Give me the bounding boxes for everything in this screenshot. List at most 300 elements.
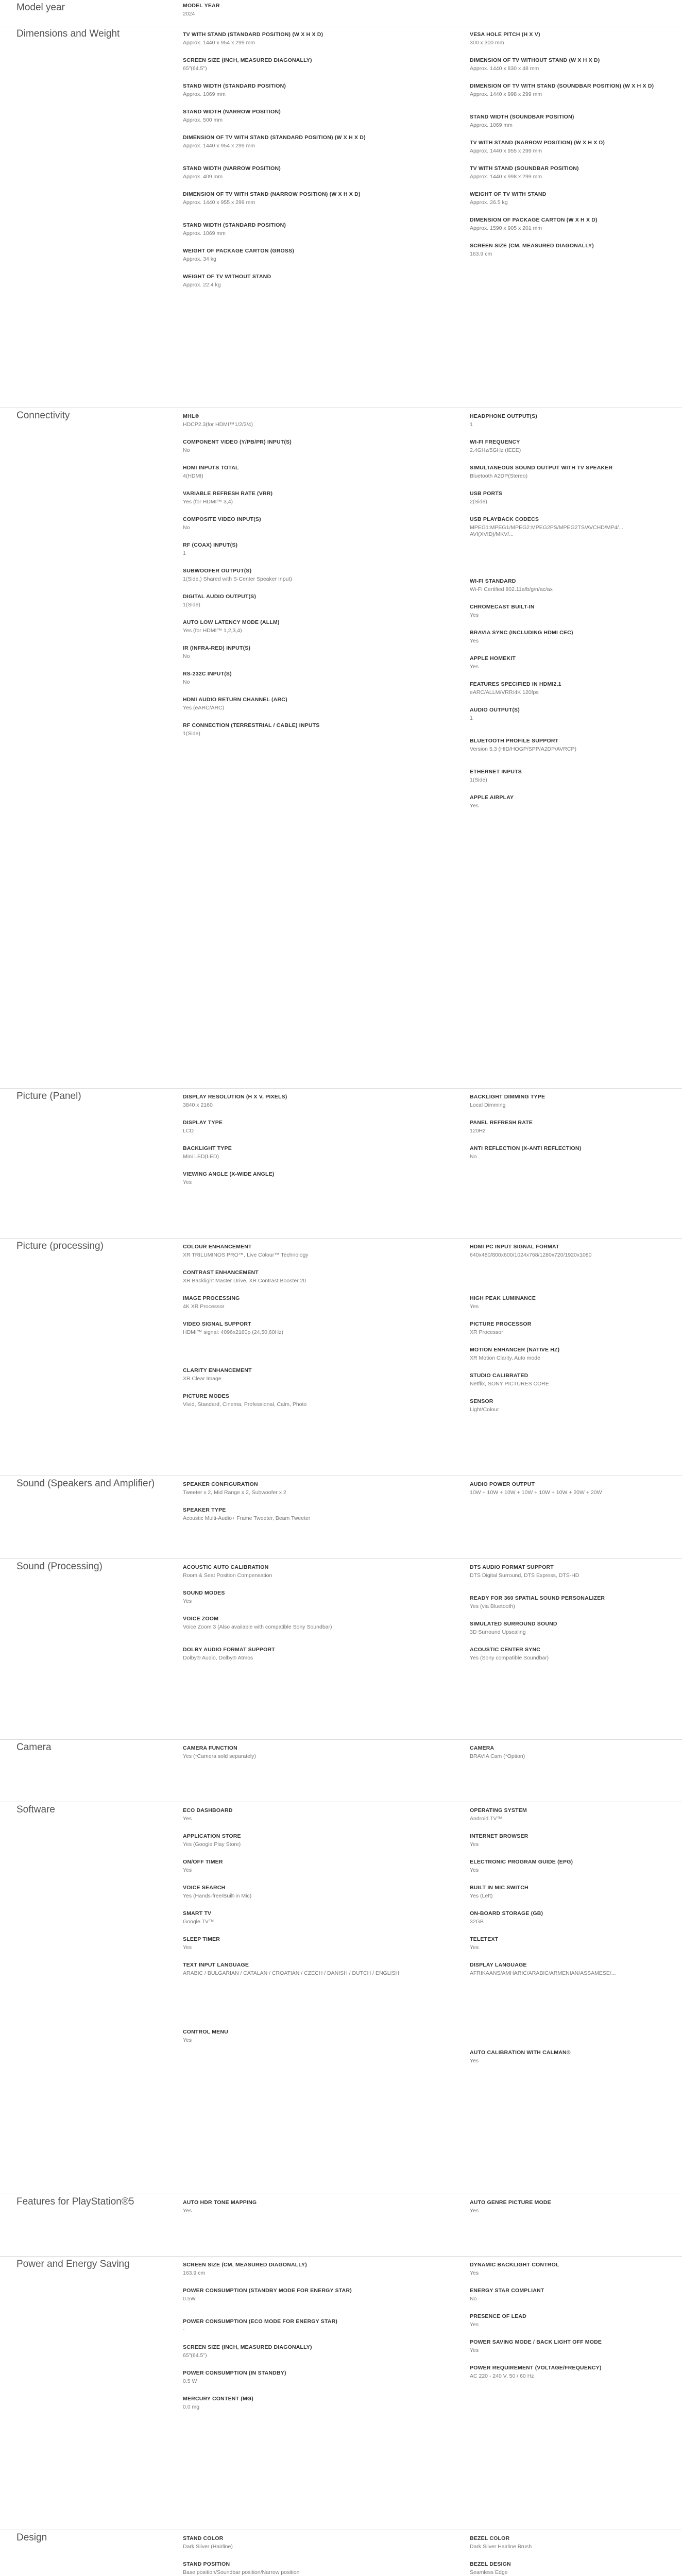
- spec-value: Yes (Google Play Store): [183, 1841, 241, 1848]
- spec-value: XR Backlight Master Drive, XR Contrast Booster 20: [183, 1278, 306, 1284]
- spec-label: WEIGHT OF TV WITHOUT STAND: [183, 274, 271, 280]
- spec-label: AUDIO OUTPUT(S): [470, 707, 520, 713]
- section-design: [0, 2530, 682, 2576]
- spec-item: [470, 1745, 666, 1760]
- spec-value: 3840 x 2160: [183, 1102, 213, 1108]
- spec-value: 0.5 W: [183, 2378, 197, 2384]
- spec-item: [470, 1145, 666, 1160]
- spec-value: 65"(64.5"): [183, 65, 207, 72]
- spec-label: VARIABLE REFRESH RATE (VRR): [183, 490, 273, 497]
- spec-value: Approx. 1440 x 955 x 299 mm: [183, 199, 255, 206]
- spec-item: [183, 1859, 430, 1874]
- spec-item: [470, 516, 666, 538]
- spec-item: [470, 1295, 666, 1310]
- spec-item: [470, 707, 666, 722]
- spec-item: [470, 465, 666, 480]
- spec-value: Approx. 1440 x 998 x 299 mm: [470, 91, 542, 97]
- spec-value: Yes: [183, 2208, 192, 2214]
- spec-label: STAND WIDTH (STANDARD POSITION): [183, 83, 286, 89]
- spec-value: 32GB: [470, 1919, 484, 1925]
- spec-value: XR TRILUMINOS PRO™, Live Colour™ Technology: [183, 1252, 309, 1258]
- spec-label: STAND WIDTH (NARROW POSITION): [183, 109, 281, 115]
- spec-value: Wi-Fi Certified 802.11a/b/g/n/ac/ax: [470, 586, 553, 592]
- spec-value: HDCP2.3(for HDMI™1/2/3/4): [183, 421, 253, 428]
- spec-item: [183, 697, 430, 711]
- spec-item: [183, 490, 430, 505]
- spec-label: BEZEL DESIGN: [470, 2561, 511, 2567]
- spec-label: VOICE ZOOM: [183, 1616, 219, 1622]
- spec-item: [183, 2287, 430, 2302]
- spec-value: Approx. 1440 x 954 x 299 mm: [183, 143, 255, 149]
- spec-label: COMPOSITE VIDEO INPUT(S): [183, 516, 261, 522]
- spec-label: DIMENSION OF TV WITH STAND (STANDARD POSITION) (W X H X D): [183, 134, 366, 141]
- spec-label: HDMI AUDIO RETURN CHANNEL (ARC): [183, 697, 287, 703]
- spec-item: [470, 1398, 666, 1413]
- spec-item: [183, 1507, 430, 1522]
- spec-item: [183, 1590, 430, 1605]
- spec-item: [183, 1295, 430, 1310]
- spec-label: DISPLAY LANGUAGE: [470, 1962, 527, 1968]
- spec-value: BRAVIA Cam (*Option): [470, 1753, 525, 1759]
- spec-item: [470, 2365, 666, 2380]
- spec-item: [183, 542, 430, 557]
- spec-label: BUILT IN MIC SWITCH: [470, 1885, 528, 1891]
- spec-label: CAMERA FUNCTION: [183, 1745, 237, 1751]
- spec-label: BACKLIGHT TYPE: [183, 1145, 232, 1151]
- spec-item: [183, 1367, 430, 1382]
- spec-label: BACKLIGHT DIMMING TYPE: [470, 1094, 545, 1100]
- spec-value: No: [183, 679, 190, 685]
- spec-label: ON-BOARD STORAGE (GB): [470, 1910, 543, 1917]
- spec-item: [183, 134, 430, 149]
- spec-label: AUTO LOW LATENCY MODE (ALLM): [183, 619, 280, 625]
- spec-value: 4(HDMI): [183, 473, 203, 479]
- spec-label: CONTROL MENU: [183, 2029, 228, 2035]
- spec-item: [183, 2344, 430, 2359]
- spec-label: MHL®: [183, 413, 199, 419]
- spec-label: DIMENSION OF PACKAGE CARTON (W X H X D): [470, 217, 598, 223]
- spec-label: HEADPHONE OUTPUT(S): [470, 413, 537, 419]
- spec-item: [470, 191, 666, 206]
- spec-item: [183, 1321, 430, 1336]
- spec-label: RF CONNECTION (TERRESTRIAL / CABLE) INPUTS: [183, 722, 320, 728]
- spec-item: [470, 1833, 666, 1848]
- section-title: Picture (processing): [16, 1241, 104, 1251]
- spec-item: [183, 2535, 430, 2550]
- spec-value: Netflix, SONY PICTURES CORE: [470, 1381, 549, 1387]
- spec-item: [183, 2029, 430, 2044]
- spec-label: ACOUSTIC CENTER SYNC: [470, 1647, 541, 1653]
- section-picture-panel: [0, 1088, 682, 1238]
- spec-label: POWER CONSUMPTION (IN STANDBY): [183, 2370, 286, 2376]
- spec-item: [183, 109, 430, 124]
- spec-item: [183, 1120, 430, 1134]
- spec-item: [470, 243, 666, 258]
- spec-item: [470, 165, 666, 180]
- spec-item: [183, 1564, 430, 1579]
- spec-item: [183, 191, 430, 206]
- spec-label: TELETEXT: [470, 1936, 499, 1942]
- spec-value: Approx. 1440 x 998 x 299 mm: [470, 174, 542, 180]
- spec-label: POWER SAVING MODE / BACK LIGHT OFF MODE: [470, 2339, 602, 2345]
- spec-value: Yes: [470, 612, 479, 618]
- spec-value: eARC/ALLM/VRR/4K 120fps: [470, 689, 539, 696]
- spec-label: AUTO GENRE PICTURE MODE: [470, 2199, 551, 2206]
- spec-item: [183, 1833, 430, 1848]
- spec-label: TV WITH STAND (STANDARD POSITION) (W X H X D): [183, 31, 323, 38]
- spec-item: [183, 671, 430, 686]
- spec-item: [470, 1962, 666, 1977]
- spec-label: APPLICATION STORE: [183, 1833, 241, 1839]
- spec-item: [470, 1244, 666, 1259]
- spec-label: USB PORTS: [470, 490, 503, 497]
- spec-item: [183, 568, 430, 583]
- section-dimensions-weight: [0, 26, 682, 408]
- spec-label: STAND POSITION: [183, 2561, 230, 2567]
- spec-item: [183, 516, 430, 531]
- spec-item: [183, 1885, 430, 1900]
- spec-value: 2(Side): [470, 499, 487, 505]
- spec-label: PICTURE PROCESSOR: [470, 1321, 532, 1327]
- spec-value: Yes: [470, 1867, 479, 1873]
- spec-value: 1(Side): [183, 602, 200, 608]
- spec-value: Yes (via Bluetooth): [470, 1603, 515, 1609]
- spec-value: 300 x 300 mm: [470, 40, 504, 46]
- spec-label: DISPLAY RESOLUTION (H X V, PIXELS): [183, 1094, 287, 1100]
- spec-value: Yes (Left): [470, 1893, 493, 1899]
- spec-item: [183, 3, 430, 18]
- spec-item: [470, 1321, 666, 1336]
- spec-label: ELECTRONIC PROGRAM GUIDE (EPG): [470, 1859, 573, 1865]
- spec-label: SUBWOOFER OUTPUT(S): [183, 568, 252, 574]
- spec-value: Yes (for HDMI™ 3,4): [183, 499, 233, 505]
- section-title: Camera: [16, 1742, 52, 1753]
- spec-value: Yes: [183, 2037, 192, 2043]
- spec-label: PANEL REFRESH RATE: [470, 1120, 533, 1126]
- spec-value: 1: [470, 421, 473, 428]
- spec-value: No: [183, 653, 190, 659]
- spec-value: Dark Silver (Hairline): [183, 2544, 233, 2550]
- spec-value: Approx. 1069 mm: [183, 91, 226, 97]
- spec-label: READY FOR 360 SPATIAL SOUND PERSONALIZER: [470, 1595, 605, 1601]
- spec-value: 0.5W: [183, 2296, 196, 2302]
- section-model-year: [0, 0, 682, 26]
- spec-value: No: [183, 524, 190, 531]
- spec-value: Approx. 22.4 kg: [183, 282, 221, 288]
- spec-label: POWER CONSUMPTION (ECO MODE FOR ENERGY STAR): [183, 2318, 338, 2325]
- spec-item: [470, 1936, 666, 1951]
- spec-label: STAND WIDTH (NARROW POSITION): [183, 165, 281, 172]
- spec-label: BRAVIA SYNC (INCLUDING HDMI CEC): [470, 630, 573, 636]
- section-title: Picture (Panel): [16, 1091, 81, 1101]
- spec-label: VIDEO SIGNAL SUPPORT: [183, 1321, 251, 1327]
- spec-label: POWER REQUIREMENT (VOLTAGE/FREQUENCY): [470, 2365, 602, 2371]
- spec-value: Local Dimming: [470, 1102, 506, 1108]
- spec-value: Yes (for HDMI™ 1,2,3,4): [183, 628, 242, 634]
- spec-value: No: [470, 1154, 477, 1160]
- spec-label: SCREEN SIZE (CM, MEASURED DIAGONALLY): [183, 2262, 307, 2268]
- spec-label: DIMENSION OF TV WITH STAND (SOUNDBAR POSITION) (W X H X D): [470, 83, 654, 89]
- spec-item: [470, 1372, 666, 1387]
- spec-label: SENSOR: [470, 1398, 493, 1404]
- spec-item: [470, 769, 666, 784]
- spec-item: [183, 2262, 430, 2277]
- spec-value: 2.4GHz/5GHz (IEEE): [470, 447, 521, 453]
- spec-label: STUDIO CALIBRATED: [470, 1372, 528, 1379]
- spec-item: [470, 1120, 666, 1134]
- spec-value: Yes (Sony compatible Soundbar): [470, 1655, 549, 1661]
- spec-item: [183, 1807, 430, 1822]
- section-title: Power and Energy Saving: [16, 2259, 130, 2269]
- spec-item: [470, 2313, 666, 2328]
- spec-item: [183, 722, 430, 737]
- spec-item: [470, 2339, 666, 2354]
- spec-item: [183, 2318, 430, 2333]
- spec-item: [470, 604, 666, 619]
- spec-label: RF (COAX) INPUT(S): [183, 542, 238, 548]
- spec-item: [470, 738, 666, 753]
- spec-item: [183, 1145, 430, 1160]
- spec-label: SCREEN SIZE (INCH, MEASURED DIAGONALLY): [183, 2344, 312, 2350]
- spec-label: STAND COLOR: [183, 2535, 224, 2541]
- spec-value: Yes (eARC/ARC): [183, 705, 225, 711]
- spec-value: Approx. 34 kg: [183, 256, 216, 262]
- spec-label: ENERGY STAR COMPLIANT: [470, 2287, 544, 2294]
- spec-label: ANTI REFLECTION (X-ANTI REFLECTION): [470, 1145, 582, 1151]
- spec-value: Vivid, Standard, Cinema, Professional, Calm, Photo: [183, 1401, 307, 1408]
- spec-item: [183, 222, 430, 237]
- spec-label: STAND WIDTH (SOUNDBAR POSITION): [470, 114, 574, 120]
- spec-item: [183, 1936, 430, 1951]
- spec-item: [470, 2561, 666, 2576]
- spec-item: [470, 217, 666, 232]
- spec-item: [470, 439, 666, 454]
- spec-value: Approx. 1069 mm: [470, 122, 513, 128]
- spec-label: TV WITH STAND (SOUNDBAR POSITION): [470, 165, 579, 172]
- spec-label: COLOUR ENHANCEMENT: [183, 1244, 252, 1250]
- spec-value: DTS Digital Surround, DTS Express, DTS-HD: [470, 1572, 579, 1579]
- spec-label: CAMERA: [470, 1745, 495, 1751]
- spec-value: Mini LED(LED): [183, 1154, 219, 1160]
- spec-label: DOLBY AUDIO FORMAT SUPPORT: [183, 1647, 275, 1653]
- spec-value: Tweeter x 2, Mid Range x 2, Subwoofer x 2: [183, 1489, 286, 1496]
- spec-label: MERCURY CONTENT (MG): [183, 2396, 253, 2402]
- section-title: Dimensions and Weight: [16, 28, 120, 39]
- spec-label: COMPONENT VIDEO (Y/PB/PR) INPUT(S): [183, 439, 292, 445]
- spec-label: AUTO HDR TONE MAPPING: [183, 2199, 257, 2206]
- section-title: Sound (Processing): [16, 1561, 103, 1572]
- spec-value: 163.9 cm: [183, 2270, 206, 2276]
- spec-value: Yes: [470, 2270, 479, 2276]
- spec-item: [183, 1647, 430, 1662]
- spec-label: HIGH PEAK LUMINANCE: [470, 1295, 536, 1301]
- spec-value: Light/Colour: [470, 1406, 499, 1413]
- section-title: Software: [16, 1804, 55, 1815]
- spec-value: 1(Side,) Shared with S-Center Speaker Input): [183, 576, 292, 582]
- spec-label: DYNAMIC BACKLIGHT CONTROL: [470, 2262, 559, 2268]
- spec-value: Voice Zoom 3 (Also available with compatible Sony Soundbar): [183, 1624, 332, 1630]
- spec-value: 1(Side): [470, 777, 487, 783]
- spec-item: [470, 490, 666, 505]
- spec-label: WEIGHT OF TV WITH STAND: [470, 191, 547, 197]
- spec-label: SCREEN SIZE (CM, MEASURED DIAGONALLY): [470, 243, 594, 249]
- spec-value: Bluetooth A2DP(Stereo): [470, 473, 528, 479]
- spec-item: [470, 1595, 666, 1610]
- spec-label: ECO DASHBOARD: [183, 1807, 233, 1814]
- spec-label: FEATURES SPECIFIED IN HDMI2.1: [470, 681, 561, 687]
- spec-value: Approx. 500 mm: [183, 117, 223, 123]
- spec-item: [183, 619, 430, 634]
- spec-item: [470, 1094, 666, 1109]
- spec-label: VOICE SEARCH: [183, 1885, 226, 1891]
- spec-label: MOTION ENHANCER (NATIVE HZ): [470, 1347, 560, 1353]
- spec-value: Yes (Hands-free/Built-in Mic): [183, 1893, 252, 1899]
- spec-item: [183, 2199, 430, 2214]
- spec-label: PICTURE MODES: [183, 1393, 230, 1399]
- spec-value: Yes: [183, 1598, 192, 1604]
- spec-value: Approx. 1440 x 955 x 299 mm: [470, 148, 542, 154]
- spec-item: [470, 2199, 666, 2214]
- spec-item: [183, 57, 430, 72]
- section-title: Model year: [16, 2, 65, 13]
- spec-item: [183, 2396, 430, 2411]
- spec-value: Approx. 1440 x 954 x 299 mm: [183, 40, 255, 46]
- spec-value: Room & Seat Position Compensation: [183, 1572, 272, 1579]
- spec-label: BEZEL COLOR: [470, 2535, 510, 2541]
- spec-item: [183, 645, 430, 660]
- spec-item: [470, 630, 666, 645]
- spec-label: SOUND MODES: [183, 1590, 225, 1596]
- spec-item: [183, 413, 430, 428]
- spec-value: Version 5.3 (HID/HOGP/SPP/A2DP/AVRCP): [470, 746, 576, 752]
- spec-value: Yes (*Camera sold separately): [183, 1753, 257, 1759]
- spec-item: [183, 83, 430, 98]
- spec-label: USB PLAYBACK CODECS: [470, 516, 539, 522]
- spec-item: [470, 1347, 666, 1362]
- spec-value: -: [183, 2327, 185, 2333]
- spec-value: XR Clear Image: [183, 1376, 221, 1382]
- section-power: [0, 2256, 682, 2530]
- spec-label: IMAGE PROCESSING: [183, 1295, 240, 1301]
- spec-value: Yes: [470, 2058, 479, 2064]
- spec-label: CLARITY ENHANCEMENT: [183, 1367, 252, 1374]
- spec-label: ON/OFF TIMER: [183, 1859, 223, 1865]
- spec-item: [183, 594, 430, 608]
- spec-label: SMART TV: [183, 1910, 212, 1917]
- spec-value: 3D Surround Upscaling: [470, 1629, 526, 1635]
- spec-label: PRESENCE OF LEAD: [470, 2313, 526, 2319]
- spec-value: Yes: [183, 1179, 192, 1185]
- section-camera: [0, 1739, 682, 1802]
- spec-item: [470, 655, 666, 670]
- spec-item: [183, 1094, 430, 1109]
- spec-value: Yes: [470, 803, 479, 809]
- section-sound-processing: [0, 1558, 682, 1739]
- spec-item: [470, 1621, 666, 1636]
- spec-item: [183, 31, 430, 46]
- spec-value: ARABIC / BULGARIAN / CATALAN / CROATIAN / CZECH / DANISH / DUTCH / ENGLISH: [183, 1970, 400, 1976]
- spec-label: MODEL YEAR: [183, 3, 220, 9]
- spec-item: [183, 1745, 430, 1760]
- spec-label: CONTRAST ENHANCEMENT: [183, 1269, 259, 1276]
- spec-label: DIMENSION OF TV WITH STAND (NARROW POSITION) (W X H X D): [183, 191, 361, 197]
- spec-label: BLUETOOTH PROFILE SUPPORT: [470, 738, 559, 744]
- spec-label: DIGITAL AUDIO OUTPUT(S): [183, 594, 257, 600]
- spec-item: [183, 1393, 430, 1408]
- spec-label: APPLE HOMEKIT: [470, 655, 516, 662]
- spec-item: [183, 1481, 430, 1496]
- spec-item: [470, 681, 666, 696]
- spec-value: Approx. 1590 x 905 x 201 mm: [470, 225, 542, 231]
- spec-value: No: [183, 447, 190, 453]
- spec-label: INTERNET BROWSER: [470, 1833, 528, 1839]
- spec-item: [183, 1910, 430, 1925]
- spec-label: WEIGHT OF PACKAGE CARTON (GROSS): [183, 248, 295, 254]
- spec-value: Yes: [470, 1303, 479, 1310]
- spec-value: 10W + 10W + 10W + 10W + 10W + 10W + 20W + 20W: [470, 1489, 602, 1496]
- spec-value: AFRIKAANS/AMHARIC/ARABIC/ARMENIAN/ASSAMESE/...: [470, 1970, 616, 1976]
- spec-item: [470, 140, 666, 155]
- spec-item: [470, 2535, 666, 2550]
- spec-label: TV WITH STAND (NARROW POSITION) (W X H X D): [470, 140, 605, 146]
- spec-item: [183, 248, 430, 263]
- spec-item: [470, 57, 666, 72]
- spec-value: 1(Side): [183, 731, 200, 737]
- spec-value: Approx. 409 mm: [183, 174, 223, 180]
- spec-item: [183, 465, 430, 480]
- spec-label: HDMI INPUTS TOTAL: [183, 465, 239, 471]
- spec-item: [183, 1269, 430, 1284]
- spec-item: [183, 274, 430, 289]
- spec-value: 0.0 mg: [183, 2404, 200, 2410]
- section-title: Connectivity: [16, 410, 70, 421]
- spec-label: SIMULATED SURROUND SOUND: [470, 1621, 557, 1627]
- spec-value: Yes: [470, 2208, 479, 2214]
- spec-label: CHROMECAST BUILT-IN: [470, 604, 535, 610]
- section-software: [0, 1802, 682, 2194]
- spec-item: [470, 1481, 666, 1496]
- spec-value: Yes: [183, 1944, 192, 1951]
- spec-value: Yes: [183, 1867, 192, 1873]
- spec-value: Google TV™: [183, 1919, 214, 1925]
- spec-value: Yes: [470, 664, 479, 670]
- spec-item: [183, 439, 430, 454]
- section-connectivity: [0, 408, 682, 1088]
- spec-item: [470, 31, 666, 46]
- spec-value: LCD: [183, 1128, 194, 1134]
- spec-value: AC 220 - 240 V, 50 / 60 Hz: [470, 2373, 534, 2379]
- spec-label: TEXT INPUT LANGUAGE: [183, 1962, 249, 1968]
- spec-item: [183, 1171, 430, 1186]
- spec-label: HDMI PC INPUT SIGNAL FORMAT: [470, 1244, 559, 1250]
- spec-value: Dark Silver Hairline Brush: [470, 2544, 532, 2550]
- spec-label: DIMENSION OF TV WITHOUT STAND (W X H X D): [470, 57, 600, 63]
- spec-label: SIMULTANEOUS SOUND OUTPUT WITH TV SPEAKER: [470, 465, 613, 471]
- spec-item: [470, 83, 666, 98]
- spec-label: VIEWING ANGLE (X-WIDE ANGLE): [183, 1171, 275, 1177]
- spec-value: Yes: [470, 638, 479, 644]
- spec-value: Dolby® Audio, Dolby® Atmos: [183, 1655, 253, 1661]
- spec-label: ACOUSTIC AUTO CALIBRATION: [183, 1564, 269, 1570]
- spec-label: POWER CONSUMPTION (STANDBY MODE FOR ENERGY STAR): [183, 2287, 352, 2294]
- spec-value: 640x480/800x600/1024x768/1280x720/1920x1080: [470, 1252, 592, 1258]
- spec-item: [470, 413, 666, 428]
- spec-item: [470, 794, 666, 809]
- section-title: Design: [16, 2532, 47, 2543]
- spec-label: RS-232C INPUT(S): [183, 671, 232, 677]
- spec-item: [183, 1962, 430, 1977]
- spec-value: Approx. 26.5 kg: [470, 199, 508, 206]
